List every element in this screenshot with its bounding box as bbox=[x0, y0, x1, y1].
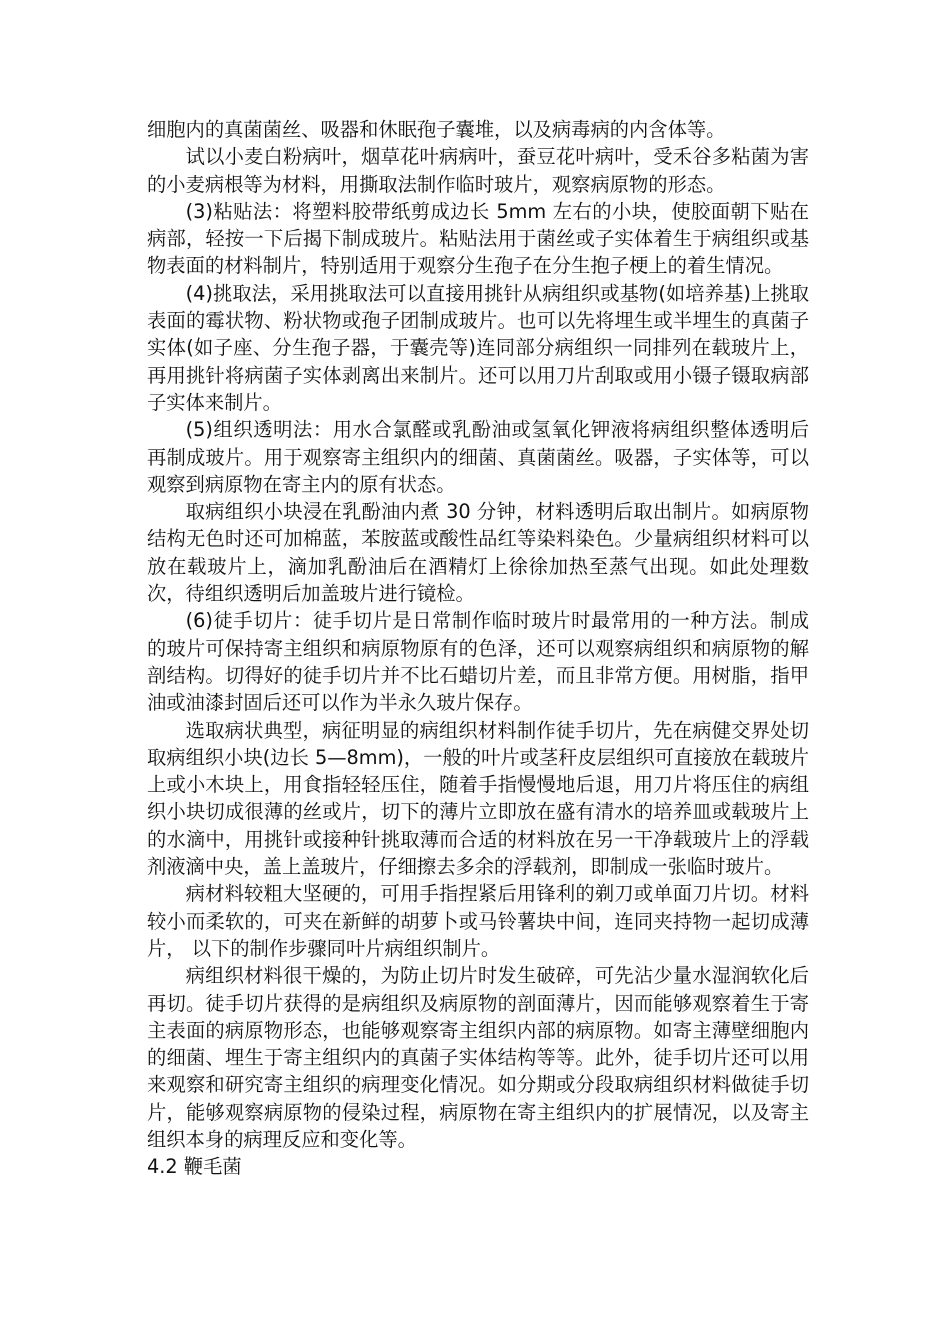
paragraph-hard-material: 病材料较粗大坚硬的，可用手指捏紧后用锋利的剃刀或单面刀片切。材料较小而柔软的，可夹在新鲜的胡萝卜或马铃薯块中间，连同夹持物一起切成薄片， 以下的制作步骤同叶片病组织制片。 bbox=[147, 882, 809, 960]
paragraph-dry-material: 病组织材料很干燥的，为防止切片时发生破碎，可先沾少量水湿润软化后再切。徒手切片获得的是病组织及病原物的剖面薄片，因而能够观察着生于寄主表面的病原物形态，也能够观察寄主组织内部的病原物。如寄主薄壁细胞内的细菌、埋生于寄主组织内的真菌子实体结构等等。此外，徒手切片还可以用来观察和研究寄主组织的病理变化情况。如分期或分段取病组织材料做徒手切片，能够观察病原物的侵染过程，病原物在寄主组织内的扩展情况，以及寄主组织本身的病理反应和变化等。 bbox=[147, 964, 809, 1151]
paragraph-picking-method: (4)挑取法，采用挑取法可以直接用挑针从病组织或基物(如培养基)上挑取表面的霉状物、粉状物或孢子团制成玻片。也可以先将埋生或半埋生的真菌子实体(如子座、分生孢子器，于囊壳等)连同部分病组织一同排列在载玻片上，再用挑针将病菌子实体剥离出来制片。还可以用刀片刮取或用小镊子镊取病部子实体来制片。 bbox=[147, 281, 809, 414]
paragraph-freehand-procedure: 选取病状典型，病征明显的病组织材料制作徒手切片，先在病健交界处切取病组织小块(边长 5—8mm)，一般的叶片或茎秆皮层组织可直接放在载玻片上或小木块上，用食指轻轻压住，随着手指慢慢地后退，用刀片将压住的病组织小块切成很薄的丝或片，切下的薄片立即放在盛有清水的培养皿或载玻片上的水滴中，用挑针或接种针挑取薄而合适的材料放在另一干净载玻片上的浮载剂液滴中央，盖上盖玻片，仔细擦去多余的浮载剂，即制成一张临时玻片。 bbox=[147, 718, 809, 879]
document-page bbox=[147, 116, 809, 1181]
paragraph-tissue-clearing-method: (5)组织透明法：用水合氯醛或乳酚油或氢氧化钾液将病组织整体透明后再制成玻片。用于观察寄主组织内的细菌、真菌菌丝。吸器，子实体等，可以观察到病原物在寄主内的原有状态。 bbox=[147, 418, 809, 496]
paragraph-freehand-section: (6)徒手切片：徒手切片是日常制作临时玻片时最常用的一种方法。制成的玻片可保持寄主组织和病原物原有的色泽，还可以观察病组织和病原物的解剖结构。切得好的徒手切片并不比石蜡切片差，而且非常方便。用树脂，指甲油或油漆封固后还可以作为半永久玻片保存。 bbox=[147, 609, 809, 715]
paragraph-clearing-procedure: 取病组织小块浸在乳酚油内煮 30 分钟，材料透明后取出制片。如病原物结构无色时还可加棉蓝，苯胺蓝或酸性品红等染料染色。少量病组织材料可以放在载玻片上，滴加乳酚油后在酒精灯上徐徐加热至蒸气出现。如此处理数次，待组织透明后加盖玻片进行镜检。 bbox=[147, 500, 809, 606]
paragraph-tear-method-example: 试以小麦白粉病叶，烟草花叶病病叶，蚕豆花叶病叶，受禾谷多粘菌为害的小麦病根等为材料，用撕取法制作临时玻片，观察病原物的形态。 bbox=[147, 145, 809, 196]
paragraph-adhesive-method: (3)粘贴法：将塑料胶带纸剪成边长 5mm 左右的小块，使胶面朝下贴在病部，轻按一下后揭下制成玻片。粘贴法用于菌丝或子实体着生于病组织或基物表面的材料制片，特别适用于观察分生孢子在分生抱子梗上的着生情况。 bbox=[147, 199, 809, 278]
paragraph-continuation: 细胞内的真菌菌丝、吸器和休眠孢子囊堆，以及病毒病的内含体等。 bbox=[147, 118, 726, 141]
section-heading: 4.2 鞭毛菌 bbox=[147, 1155, 242, 1179]
